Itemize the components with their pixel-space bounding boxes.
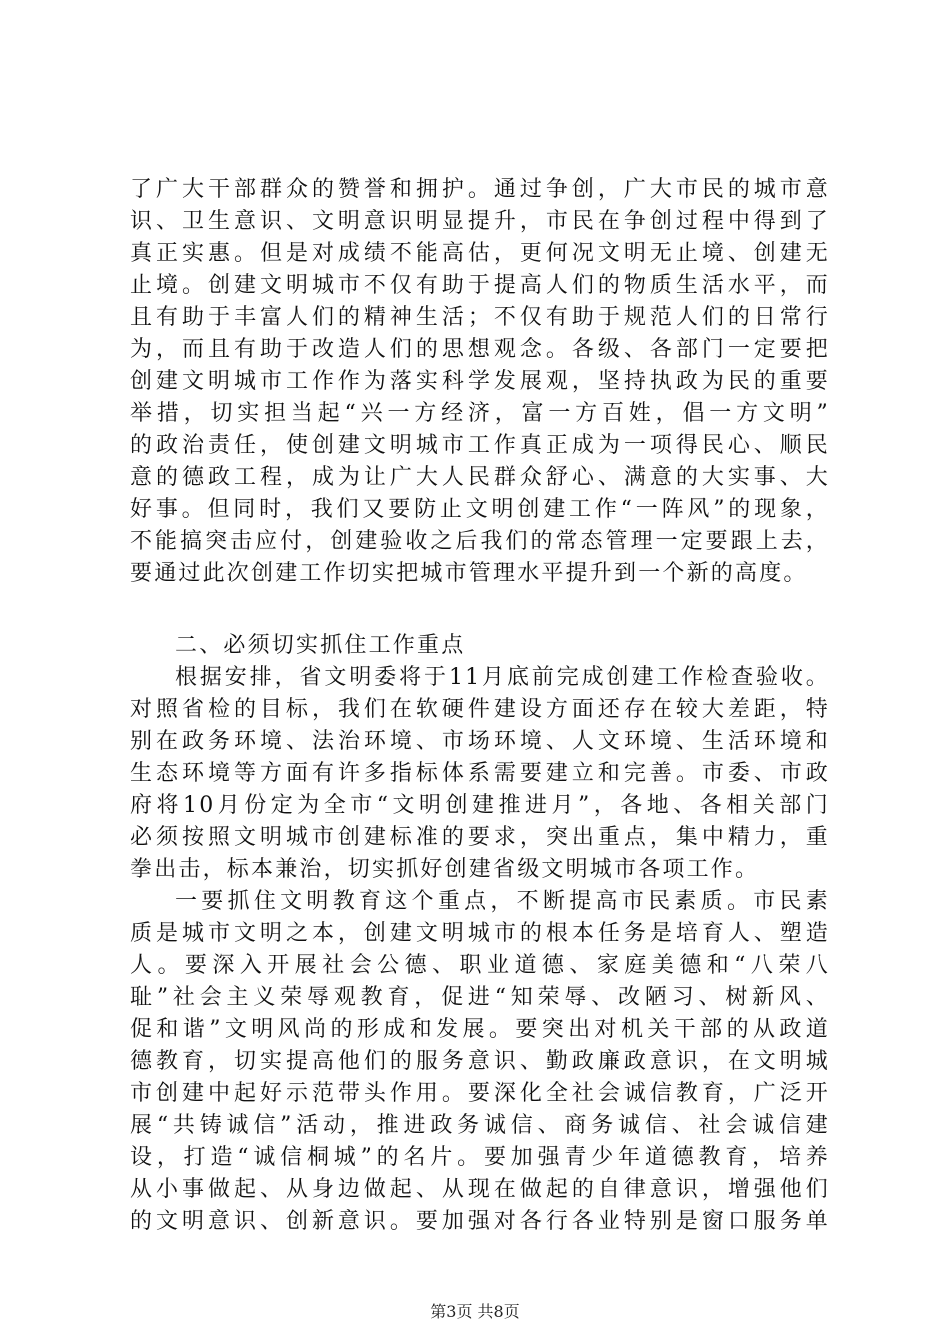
text-line: 设，打造“诚信桐城”的名片。要加强青少年道德教育，培养 xyxy=(130,1145,830,1170)
page-number-footer: 第3页 共8页 xyxy=(430,1302,520,1321)
text-line: 真正实惠。但是对成绩不能高估，更何况文明无止境、创建无 xyxy=(130,241,830,266)
document-body xyxy=(130,174,830,1238)
text-line: 市创建中起好示范带头作用。要深化全社会诚信教育，广泛开 xyxy=(130,1081,830,1106)
text-line: 一要抓住文明教育这个重点，不断提高市民素质。市民素 xyxy=(175,889,830,914)
text-line: 止境。创建文明城市不仅有助于提高人们的物质生活水平，而 xyxy=(130,273,830,298)
text-line: 展“共铸诚信”活动，推进政务诚信、商务诚信、社会诚信建 xyxy=(130,1113,830,1138)
text-line: 耻”社会主义荣辱观教育，促进“知荣辱、改陋习、树新风、 xyxy=(130,985,830,1010)
text-line: 且有助于丰富人们的精神生活；不仅有助于规范人们的日常行 xyxy=(130,305,830,330)
text-line: 不能搞突击应付，创建验收之后我们的常态管理一定要跟上去， xyxy=(130,529,830,554)
text-line: 生态环境等方面有许多指标体系需要建立和完善。市委、市政 xyxy=(130,761,830,786)
text-line: 为，而且有助于改造人们的思想观念。各级、各部门一定要把 xyxy=(130,337,830,362)
text-line: 对照省检的目标，我们在软硬件建设方面还存在较大差距，特 xyxy=(130,697,830,722)
text-line: 府将10月份定为全市“文明创建推进月”，各地、各相关部门 xyxy=(130,793,830,818)
text-line: 识、卫生意识、文明意识明显提升，市民在争创过程中得到了 xyxy=(130,209,830,234)
text-line: 必须按照文明城市创建标准的要求，突出重点，集中精力，重 xyxy=(130,825,830,850)
text-line: 促和谐”文明风尚的形成和发展。要突出对机关干部的从政道 xyxy=(130,1017,830,1042)
text-line: 别在政务环境、法治环境、市场环境、人文环境、生活环境和 xyxy=(130,729,830,754)
text-line: 质是城市文明之本，创建文明城市的根本任务是培育人、塑造 xyxy=(130,921,830,946)
paragraph-1 xyxy=(130,174,830,590)
text-line: 创建文明城市工作作为落实科学发展观，坚持执政为民的重要 xyxy=(130,369,830,394)
text-line: 拳出击，标本兼治，切实抓好创建省级文明城市各项工作。 xyxy=(130,857,760,882)
text-line: 举措，切实担当起“兴一方经济，富一方百姓，倡一方文明” xyxy=(130,401,830,426)
text-line: 根据安排，省文明委将于11月底前完成创建工作检查验收。 xyxy=(175,665,830,690)
section-heading: 二、必须切实抓住工作重点 xyxy=(175,633,466,658)
text-line: 意的德政工程，成为让广大人民群众舒心、满意的大实事、大 xyxy=(130,465,830,490)
paragraph-2 xyxy=(130,662,830,886)
text-line: 的文明意识、创新意识。要加强对各行各业特别是窗口服务单 xyxy=(130,1209,830,1234)
text-line: 人。要深入开展社会公德、职业道德、家庭美德和“八荣八 xyxy=(130,953,830,978)
text-line: 从小事做起、从身边做起、从现在做起的自律意识，增强他们 xyxy=(130,1177,830,1202)
text-line: 了广大干部群众的赞誉和拥护。通过争创，广大市民的城市意 xyxy=(130,177,830,202)
text-line: 要通过此次创建工作切实把城市管理水平提升到一个新的高度。 xyxy=(130,561,808,586)
text-line: 的政治责任，使创建文明城市工作真正成为一项得民心、顺民 xyxy=(130,433,830,458)
paragraph-gap xyxy=(130,590,830,630)
paragraph-3 xyxy=(130,886,830,1238)
text-line: 德教育，切实提高他们的服务意识、勤政廉政意识，在文明城 xyxy=(130,1049,830,1074)
text-line: 好事。但同时，我们又要防止文明创建工作“一阵风”的现象， xyxy=(130,497,830,522)
